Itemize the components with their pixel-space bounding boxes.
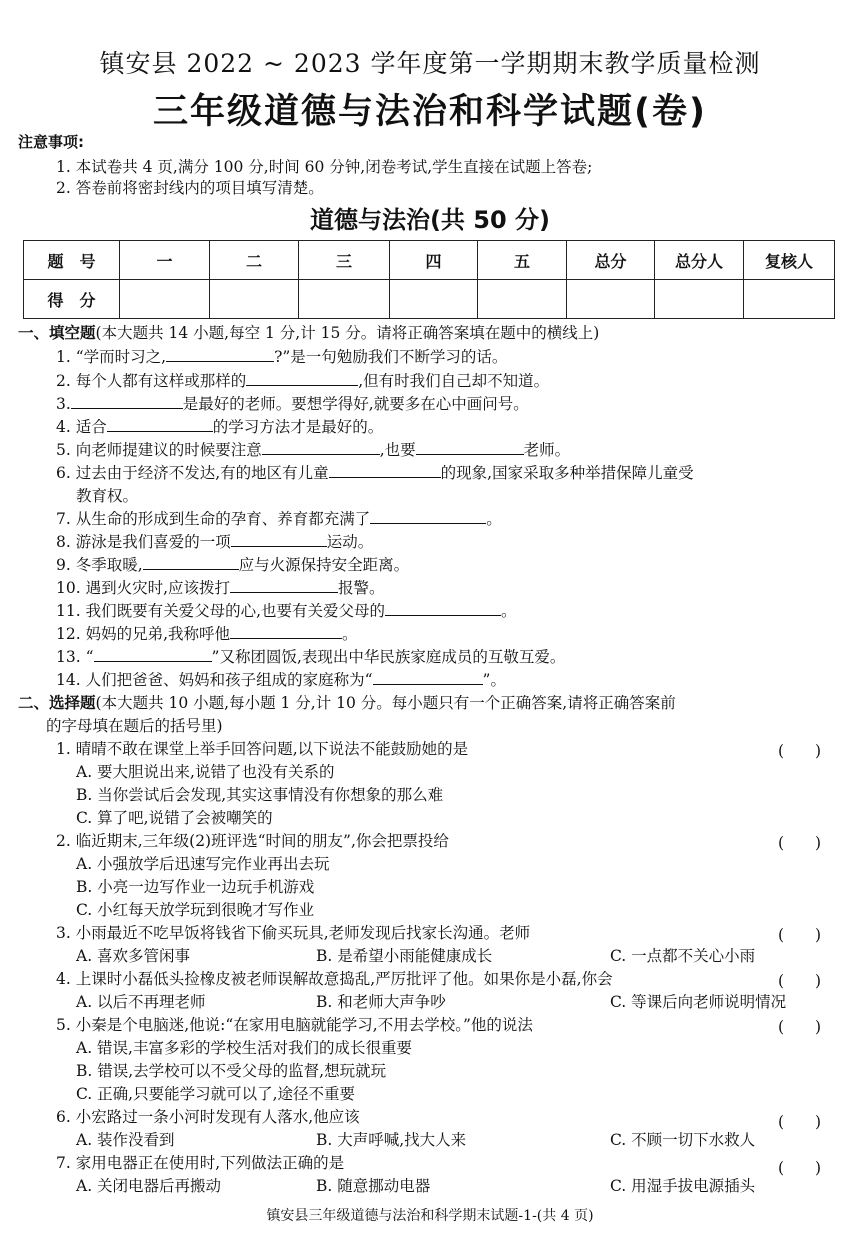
answer-blank[interactable] [71,394,183,409]
question-text: 的学习方法才是最好的。 [212,418,384,436]
question-text: 8. 游泳是我们喜爱的一项 [56,533,231,551]
score-cell[interactable] [744,280,835,319]
question-text: 9. 冬季取暖, [56,556,143,574]
answer-blank[interactable] [385,601,501,616]
answer-blank[interactable] [143,555,239,570]
choice-question-2: 2. 临近期末,三年级(2)班评选“时间的朋友”,你会把票投给 [56,832,449,850]
choice-question-7: 7. 家用电器正在使用时,下列做法正确的是 [56,1154,345,1172]
score-header-cell: 总分 [567,241,655,280]
question-text: ,也要 [379,441,416,459]
answer-parentheses[interactable]: ( ) [778,1159,822,1177]
fill-question-10 [56,578,385,598]
answer-blank[interactable] [373,670,483,685]
fill-question-4 [56,417,383,437]
question-text: ”又称团圆饭,表现出中华民族家庭成员的互敬互爱。 [211,648,566,666]
choice-option: A. 错误,丰富多彩的学校生活对我们的成长很重要 [76,1039,412,1057]
choice-option: C. 小红每天放学玩到很晚才写作业 [76,901,315,919]
fill-question-2 [56,371,549,391]
answer-blank[interactable] [107,417,213,432]
question-text: 10. 遇到火灾时,应该拨打 [56,579,231,597]
part2-instruction: (本大题共 10 小题,每小题 1 分,计 10 分。每小题只有一个正确答案,请将正确答案前 [95,694,676,712]
score-table [23,240,835,319]
question-text: 1. “学而时习之, [56,348,167,366]
question-text: 14. 人们把爸爸、妈妈和孩子组成的家庭称为“ [56,671,373,689]
choice-question-4: 4. 上课时小磊低头捡橡皮被老师误解故意捣乱,严厉批评了他。如果你是小磊,你会 [56,970,613,988]
choice-option: B. 小亮一边写作业一边玩手机游戏 [76,878,315,896]
fill-question-12 [56,624,358,644]
choice-option: B. 和老师大声争吵 [316,993,446,1011]
choice-option: B. 随意挪动电器 [316,1177,431,1195]
question-text: 应与火源保持安全距离。 [238,556,410,574]
part1-heading-line [18,323,599,343]
choice-option: C. 用湿手拔电源插头 [610,1177,756,1195]
choice-option: B. 是希望小雨能健康成长 [316,947,493,965]
question-text: 7. 从生命的形成到生命的孕育、养育都充满了 [56,510,371,528]
question-text: 6. 过去由于经济不发达,有的地区有儿童 [56,464,329,482]
fill-question-11 [56,601,517,621]
question-text: 报警。 [338,579,385,597]
part2-heading-line [18,693,676,713]
fill-question-6-cont: 教育权。 [76,487,139,505]
question-text: 。 [342,625,358,643]
answer-blank[interactable] [94,647,212,662]
score-header-cell: 题 号 [24,241,120,280]
choice-option: C. 不顾一切下水救人 [610,1131,756,1149]
answer-parentheses[interactable]: ( ) [778,926,822,944]
answer-parentheses[interactable]: ( ) [778,1113,822,1131]
choice-option: C. 算了吧,说错了会被嘲笑的 [76,809,273,827]
answer-parentheses[interactable]: ( ) [778,834,822,852]
fill-question-14 [56,670,506,690]
question-text: 3. [56,395,71,413]
question-text: 4. 适合 [56,418,107,436]
notice-item: 2. 答卷前将密封线内的项目填写清楚。 [56,179,324,197]
answer-parentheses[interactable]: ( ) [778,742,822,760]
exam-title: 三年级道德与法治和科学试题(卷) [153,92,707,132]
score-cell[interactable] [567,280,655,319]
question-text: 11. 我们既要有关爱父母的心,也要有关爱父母的 [56,602,386,620]
score-header-cell: 四 [390,241,478,280]
fill-question-9 [56,555,409,575]
question-text: ”。 [482,671,506,689]
score-header-cell: 复核人 [744,241,835,280]
question-text: 2. 每个人都有这样或那样的 [56,372,247,390]
answer-blank[interactable] [246,371,358,386]
fill-question-13 [56,647,565,667]
choice-option: A. 要大胆说出来,说错了也没有关系的 [76,763,335,781]
question-text: 。 [501,602,517,620]
question-text: 运动。 [326,533,374,551]
choice-option: A. 小强放学后迅速写完作业再出去玩 [76,855,330,873]
score-cell[interactable] [655,280,744,319]
choice-option: C. 正确,只要能学习就可以了,途径不重要 [76,1085,356,1103]
choice-question-5: 5. 小秦是个电脑迷,他说:“在家用电脑就能学习,不用去学校。”他的说法 [56,1016,533,1034]
score-cell[interactable] [210,280,299,319]
choice-option: C. 一点都不关心小雨 [610,947,756,965]
fill-question-8 [56,532,373,552]
part2-instruction-cont: 的字母填在题后的括号里) [46,717,223,735]
answer-blank[interactable] [231,532,327,547]
score-header-cell: 五 [478,241,567,280]
notice-item: 1. 本试卷共 4 页,满分 100 分,时间 60 分钟,闭卷考试,学生直接在试题上答卷; [56,158,593,176]
answer-blank[interactable] [230,578,338,593]
fill-question-3 [56,394,529,414]
score-cell[interactable] [299,280,390,319]
score-header-cell: 总分人 [655,241,744,280]
choice-option: C. 等课后向老师说明情况 [610,993,787,1011]
answer-blank[interactable] [166,347,274,362]
notice-heading: 注意事项: [18,133,84,151]
choice-option: A. 装作没看到 [76,1131,175,1149]
answer-blank[interactable] [370,509,486,524]
exam-header-line: 镇安县 2022 ~ 2023 学年度第一学期期末教学质量检测 [99,49,761,78]
part1-instruction: (本大题共 14 小题,每空 1 分,计 15 分。请将正确答案填在题中的横线上) [95,324,600,342]
fill-question-7 [56,509,502,529]
choice-question-6: 6. 小宏路过一条小河时发现有人落水,他应该 [56,1108,360,1126]
score-row-label: 得 分 [24,280,120,319]
part1-heading: 一、填空题 [18,324,96,342]
question-text: ,但有时我们自己却不知道。 [358,372,550,390]
score-header-cell: 三 [299,241,390,280]
choice-option: A. 关闭电器后再搬动 [76,1177,222,1195]
score-header-cell: 一 [120,241,210,280]
choice-option: A. 以后不再理老师 [76,993,206,1011]
answer-parentheses[interactable]: ( ) [778,1018,822,1036]
answer-blank[interactable] [230,624,342,639]
answer-blank[interactable] [262,440,380,455]
question-text: 是最好的老师。要想学得好,就要多在心中画问号。 [182,395,529,413]
score-cell[interactable] [390,280,478,319]
question-text: 的现象,国家采取多种举措保障儿童受 [440,464,694,482]
choice-option: B. 错误,去学校可以不受父母的监督,想玩就玩 [76,1062,387,1080]
question-text: ?”是一句勉励我们不断学习的话。 [274,348,508,366]
answer-blank[interactable] [416,440,524,455]
choice-option: A. 喜欢多管闲事 [76,947,191,965]
part2-heading: 二、选择题 [18,694,96,712]
fill-question-1 [56,347,507,367]
score-cell[interactable] [120,280,210,319]
question-text: 。 [486,510,502,528]
section-title: 道德与法治(共 50 分) [309,206,551,234]
page-footer: 镇安县三年级道德与法治和科学期末试题-1-(共 4 页) [266,1208,594,1224]
choice-option: B. 大声呼喊,找大人来 [316,1131,467,1149]
question-text: 5. 向老师提建议的时候要注意 [56,441,262,459]
question-text: 12. 妈妈的兄弟,我称呼他 [56,625,231,643]
question-text: 13. “ [56,648,94,666]
score-table-header-row [24,241,835,280]
score-table-score-row [24,280,835,319]
question-text: 老师。 [523,441,571,459]
choice-question-3: 3. 小雨最近不吃早饭将钱省下偷买玩具,老师发现后找家长沟通。老师 [56,924,531,942]
choice-option: B. 当你尝试后会发现,其实这事情没有你想象的那么难 [76,786,444,804]
score-cell[interactable] [478,280,567,319]
answer-parentheses[interactable]: ( ) [778,972,822,990]
score-header-cell: 二 [210,241,299,280]
fill-question-5 [56,440,570,460]
answer-blank[interactable] [329,463,441,478]
choice-question-1: 1. 晴晴不敢在课堂上举手回答问题,以下说法不能鼓励她的是 [56,740,469,758]
fill-question-6 [56,463,694,483]
